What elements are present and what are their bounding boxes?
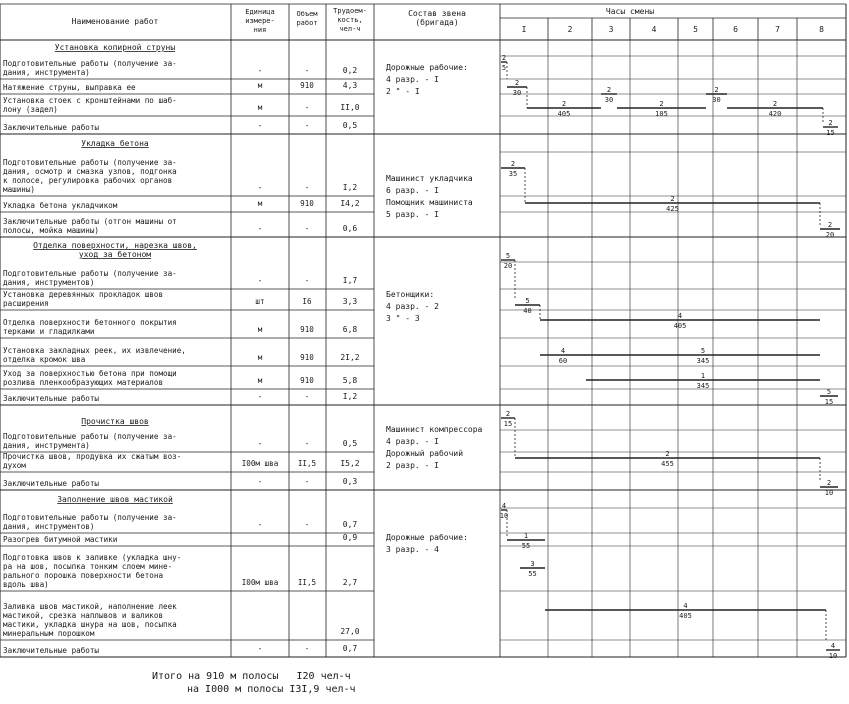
labor-cell: 3,3	[342, 297, 358, 306]
work-name: Укладка бетона укладчиком	[3, 201, 118, 210]
work-name: Установка закладных реек, их извлечение,	[3, 346, 186, 355]
section-title: уход за бетоном	[78, 250, 152, 259]
header-hours-title: Часы смены	[605, 7, 655, 16]
gantt-label-workers: 4	[501, 502, 507, 510]
volume-cell: I6	[302, 297, 312, 306]
labor-cell: 0,7	[342, 644, 358, 653]
section-title: Укладка бетона	[81, 139, 149, 148]
crew-line: 3 " - 3	[386, 314, 420, 323]
labor-cell: 5,8	[342, 376, 358, 385]
gantt-label-workers: 2	[501, 54, 507, 62]
unit-cell: -	[257, 477, 263, 486]
header-labor: Трудоем-	[333, 7, 367, 15]
unit-cell: м	[257, 103, 263, 112]
labor-cell: I,7	[342, 276, 358, 285]
work-name: вдоль шва)	[3, 580, 49, 589]
crew-line: Дорожные рабочие:	[386, 63, 468, 72]
header-unit: ния	[253, 26, 267, 34]
gantt-label-workers: 2	[827, 221, 833, 229]
gantt-label-minutes: 345	[696, 382, 710, 390]
labor-cell: 0,5	[342, 439, 358, 448]
unit-cell: I00м шва	[241, 459, 279, 468]
volume-cell: -	[304, 520, 310, 529]
work-name: полосы, мойка машины)	[3, 226, 100, 235]
gantt-label-workers: 4	[560, 347, 566, 355]
volume-cell: -	[304, 439, 310, 448]
work-name: расширения	[3, 299, 49, 308]
gantt-label-minutes: 20	[503, 262, 513, 270]
section-title: Отделка поверхности, нарезка швов,	[33, 241, 197, 250]
crew-line: Помощник машиниста	[386, 198, 473, 207]
hour-label-5: 5	[693, 25, 698, 34]
gantt-label-minutes: 30	[604, 96, 614, 104]
work-name: Подготовительные работы (получение за-	[3, 432, 177, 441]
volume-cell: 910	[300, 325, 314, 334]
crew-line: 2 разр. - I	[386, 461, 439, 470]
header-labor: чел-ч	[339, 25, 361, 33]
labor-cell: 2I,2	[340, 353, 360, 362]
gantt-label-minutes: 30	[712, 96, 721, 104]
gantt-label-minutes: 345	[696, 357, 710, 365]
crew-line: 3 разр. - 4	[386, 545, 439, 554]
unit-cell: -	[257, 66, 263, 75]
hour-label-7: 7	[775, 25, 780, 34]
volume-cell: 910	[300, 199, 314, 208]
work-name: Подготовительные работы (получение за-	[3, 59, 177, 68]
work-name: Подготовительные работы (получение за-	[3, 158, 177, 167]
hour-label-3: 3	[608, 25, 614, 34]
hour-label-6: 6	[733, 25, 738, 34]
gantt-label-minutes: 35	[508, 170, 518, 178]
gantt-label-workers: 1	[523, 532, 529, 540]
gantt-label-workers: 2	[665, 450, 670, 458]
total-1000-line: на I000 м полосы I3I,9 чел-ч	[187, 684, 356, 695]
crew-line: 4 разр. - I	[386, 75, 439, 84]
work-name: Заливка швов мастикой, наполнение леек	[3, 602, 177, 611]
gantt-label-minutes: 420	[768, 110, 782, 118]
gantt-label-workers: 2	[505, 410, 511, 418]
unit-cell: м	[257, 376, 263, 385]
gantt-label-workers: 4	[830, 642, 836, 650]
gantt-label-minutes: 105	[655, 110, 668, 118]
work-name: терками и гладилками	[3, 327, 95, 336]
unit-cell: -	[257, 276, 263, 285]
header-labor: кость,	[337, 16, 363, 24]
volume-cell: -	[304, 276, 310, 285]
labor-cell: I,2	[342, 183, 358, 192]
work-name: Заключительные работы	[3, 394, 100, 403]
work-name: Заключительные работы (отгон машины от	[3, 217, 177, 226]
crew-line: 4 разр. - I	[386, 437, 439, 446]
work-name: минеральным порошком	[3, 629, 95, 638]
work-name: духом	[3, 461, 26, 470]
work-name: дания, инструментов)	[3, 278, 95, 287]
volume-cell: -	[304, 121, 310, 130]
total-910-line: Итого на 910 м полосы I20 чел-ч	[152, 671, 351, 682]
gantt-label-minutes: 15	[826, 129, 835, 137]
gantt-label-workers: 1	[700, 372, 706, 380]
header-crew: (бригада)	[415, 18, 459, 27]
header-unit: Единица	[245, 8, 275, 16]
unit-cell: -	[257, 183, 263, 192]
work-name: Уход за поверхностью бетона при помощи	[3, 369, 177, 378]
work-name: дания, осмотр и смазка узлов, подгонка	[3, 167, 177, 176]
labor-cell: 6,8	[342, 325, 358, 334]
unit-cell: м	[257, 325, 263, 334]
work-name: лону (задел)	[3, 105, 58, 114]
work-name: машины)	[3, 185, 36, 194]
unit-cell: I00м шва	[241, 578, 279, 587]
gantt-label-workers: 2	[714, 86, 719, 94]
work-name: Подготовка швов к заливке (укладка шну-	[3, 553, 182, 562]
labor-cell: I,2	[342, 392, 358, 401]
labor-cell: 27,0	[340, 627, 360, 636]
work-name: Заключительные работы	[3, 646, 100, 655]
unit-cell: -	[257, 224, 263, 233]
hour-label-8: 8	[819, 25, 824, 34]
volume-cell: 910	[300, 81, 314, 90]
volume-cell: -	[304, 224, 310, 233]
gantt-label-minutes: 5	[501, 64, 507, 72]
unit-cell: -	[257, 520, 263, 529]
volume-cell: 910	[300, 353, 314, 362]
gantt-label-workers: 2	[826, 479, 832, 487]
work-name: Заключительные работы	[3, 479, 100, 488]
volume-cell: -	[304, 183, 310, 192]
gantt-label-minutes: 10	[828, 652, 838, 660]
work-name: Прочистка швов, продувка их сжатым воз-	[3, 452, 182, 461]
volume-cell: -	[304, 66, 310, 75]
crew-line: 4 разр. - 2	[386, 302, 439, 311]
work-name: Натяжение струны, выправка ее	[3, 83, 136, 92]
volume-cell: 910	[300, 376, 314, 385]
gantt-label-workers: 2	[670, 195, 675, 203]
crew-line: Дорожные рабочие:	[386, 533, 468, 542]
unit-cell: м	[257, 199, 263, 208]
work-name: рального порошка поверхности бетона	[3, 571, 164, 580]
work-name: мастики, укладка шнура на шов, посыпка	[3, 620, 177, 629]
labor-cell: 0,5	[342, 121, 358, 130]
header-volume: Объем	[296, 10, 318, 18]
header-volume: работ	[296, 19, 318, 27]
gantt-label-minutes: 15	[824, 398, 834, 406]
unit-cell: м	[257, 353, 263, 362]
work-name: дания, инструментов)	[3, 522, 95, 531]
unit-cell: -	[257, 439, 263, 448]
gantt-label-workers: 2	[561, 100, 567, 108]
work-name: Отделка поверхности бетонного покрытия	[3, 318, 177, 327]
section-title: Установка копирной струны	[54, 43, 176, 52]
work-name: отделка кромок шва	[3, 355, 86, 364]
volume-cell: II,5	[297, 578, 317, 587]
gantt-label-workers: 2	[772, 100, 778, 108]
labor-cell: II,0	[340, 103, 360, 112]
labor-cell: 0,6	[342, 224, 358, 233]
labor-cell: I4,2	[340, 199, 360, 208]
gantt-label-minutes: 40	[523, 307, 532, 315]
gantt-label-minutes: 10	[499, 512, 509, 520]
gantt-label-minutes: 30	[512, 89, 522, 97]
work-name: дания, инструмента)	[3, 68, 90, 77]
header-work-name: Наименование работ	[71, 17, 159, 26]
volume-cell: -	[304, 477, 310, 486]
gantt-label-minutes: 455	[661, 460, 674, 468]
gantt-label-minutes: 20	[825, 231, 835, 239]
crew-line: 5 разр. - I	[386, 210, 439, 219]
work-name: Заключительные работы	[3, 123, 100, 132]
gantt-label-workers: 3	[530, 560, 535, 568]
hour-label-1: I	[521, 25, 527, 34]
gantt-label-workers: 5	[700, 347, 706, 355]
labor-cell: 2,7	[342, 578, 358, 587]
gantt-label-workers: 2	[828, 119, 833, 127]
gantt-label-workers: 5	[525, 297, 530, 305]
labor-cell: 4,3	[342, 81, 358, 90]
work-name: Разогрев битумной мастики	[3, 535, 118, 544]
crew-line: 6 разр. - I	[386, 186, 439, 195]
work-name: ра на шов, посыпка тонким слоем мине-	[3, 562, 173, 571]
hour-label-2: 2	[567, 25, 573, 34]
volume-cell: -	[304, 644, 310, 653]
crew-line: Машинист укладчика	[386, 174, 473, 183]
gantt-label-minutes: 405	[673, 322, 687, 330]
gantt-label-workers: 2	[510, 160, 516, 168]
labor-cell: 0,9	[342, 533, 358, 542]
labor-cell: 0,3	[342, 477, 358, 486]
gantt-label-minutes: 60	[558, 357, 568, 365]
gantt-label-workers: 4	[677, 312, 683, 320]
hour-label-4: 4	[651, 25, 657, 34]
work-name: розлива пленкообразующих материалов	[3, 378, 164, 387]
work-name: к полосе, регулировка рабочих органов	[3, 176, 173, 185]
gantt-label-minutes: 55	[528, 570, 537, 578]
unit-cell: -	[257, 644, 263, 653]
labor-cell: I5,2	[340, 459, 360, 468]
gantt-label-minutes: 405	[557, 110, 571, 118]
crew-line: Бетонщики:	[386, 290, 435, 299]
labor-cell: 0,7	[342, 520, 358, 529]
volume-cell: -	[304, 392, 310, 401]
crew-line: Дорожный рабочий	[386, 449, 464, 458]
unit-cell: -	[257, 392, 263, 401]
header-unit: измере-	[245, 17, 275, 25]
work-name: Подготовительные работы (получение за-	[3, 269, 177, 278]
gantt-label-minutes: 405	[679, 612, 692, 620]
unit-cell: шт	[255, 297, 265, 306]
gantt-label-minutes: 15	[503, 420, 513, 428]
gantt-label-workers: 5	[505, 252, 511, 260]
section-title: Прочистка швов	[81, 417, 149, 426]
unit-cell: м	[257, 81, 263, 90]
work-name: дания, инструмента)	[3, 441, 90, 450]
work-name: Установка стоек с кронштейнами по шаб-	[3, 96, 177, 105]
gantt-label-workers: 2	[659, 100, 664, 108]
header-crew: Состав звена	[408, 9, 466, 18]
labor-cell: 0,2	[342, 66, 358, 75]
gantt-label-workers: 2	[606, 86, 612, 94]
crew-line: Машинист компрессора	[386, 425, 483, 434]
gantt-label-workers: 5	[826, 388, 832, 396]
gantt-label-minutes: 55	[521, 542, 531, 550]
gantt-label-workers: 4	[683, 602, 688, 610]
work-name: Подготовительные работы (получение за-	[3, 513, 177, 522]
section-title: Заполнение швов мастикой	[57, 495, 173, 504]
work-name: Установка деревянных прокладок швов	[3, 290, 164, 299]
volume-cell: II,5	[297, 459, 317, 468]
gantt-label-minutes: 10	[824, 489, 834, 497]
work-name: мастикой, срезка наплывов и валиков	[3, 611, 164, 620]
unit-cell: -	[257, 121, 263, 130]
volume-cell: -	[304, 103, 310, 112]
gantt-label-minutes: 425	[666, 205, 679, 213]
gantt-label-workers: 2	[514, 79, 520, 87]
crew-line: 2 " - I	[386, 87, 420, 96]
